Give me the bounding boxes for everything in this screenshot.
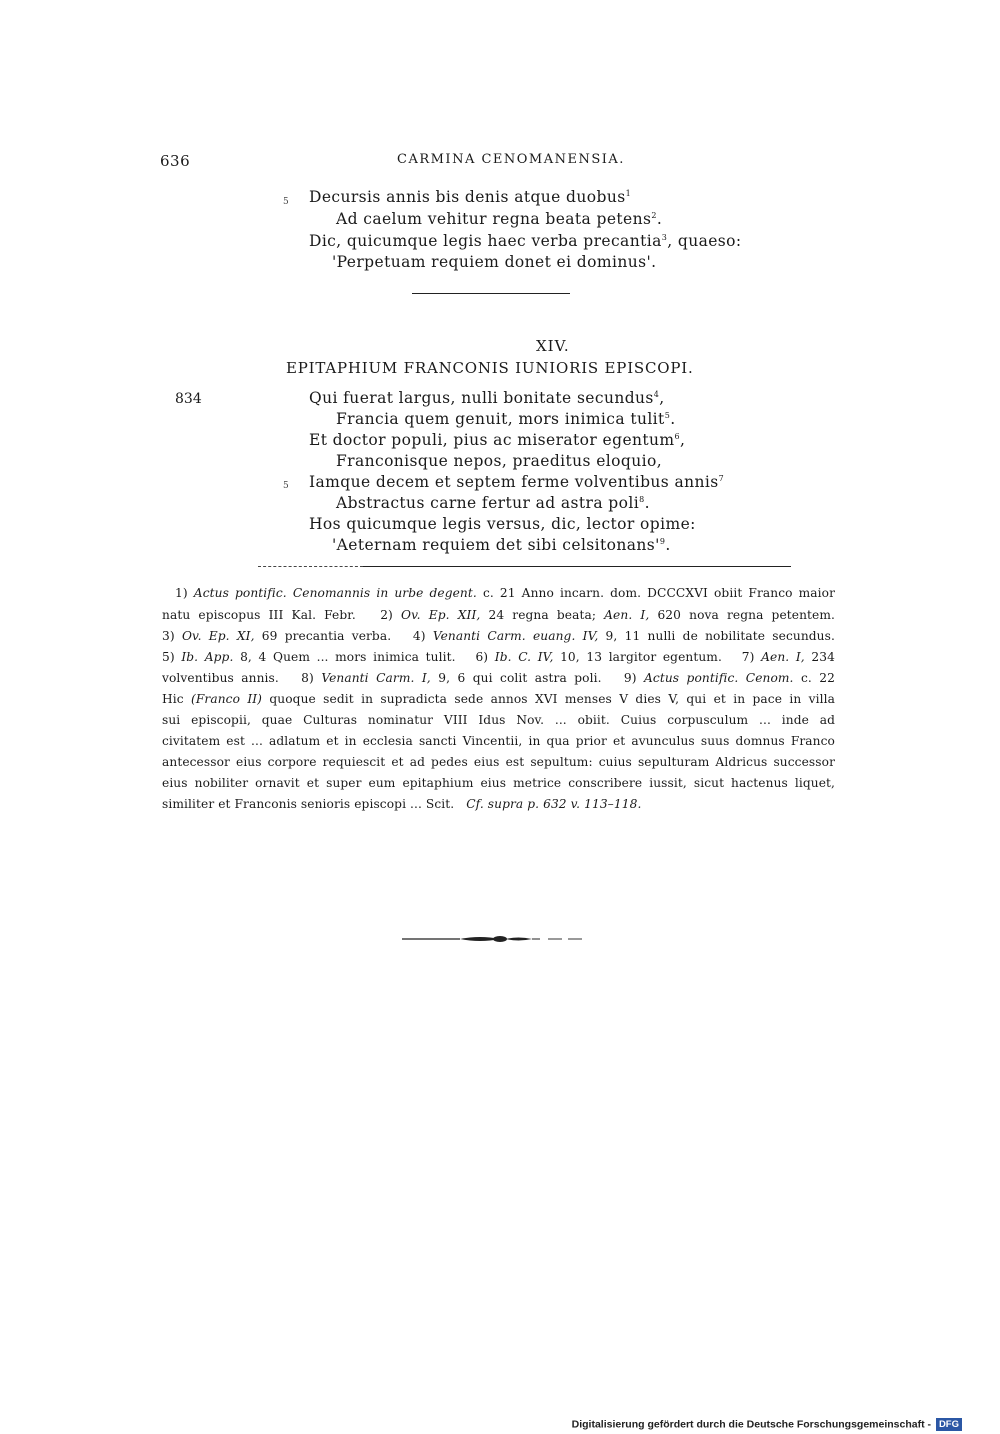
page-number: 636 <box>160 152 191 170</box>
margin-year: 834 <box>175 391 202 407</box>
footnote-separator <box>363 566 791 567</box>
verse-line: Francia quem genuit, mors inimica tulit$^5$. <box>336 410 676 428</box>
footnote-line: similiter et Franconis senioris episcopi ... Scit. Cf. supra p. 632 v. 113–118. <box>162 797 642 811</box>
verse-line: Franconisque nepos, praeditus eloquio, <box>336 452 663 470</box>
verse-line: Decursis annis bis denis atque duobus$^1$ <box>309 188 632 206</box>
verse-line: Abstractus carne fertur ad astra poli$^8$. <box>336 494 650 512</box>
footnote-line: 1) Actus pontific. Cenomannis in urbe degent. c. 21 Anno incarn. dom. DCCCXVI obiit Franco maior <box>175 586 835 600</box>
verse-line: Hos quicumque legis versus, dic, lector opime: <box>309 515 696 533</box>
verse-line: Dic, quicumque legis haec verba precantia$^3$, quaeso: <box>309 232 742 250</box>
footnote-line: volventibus annis. 8) Venanti Carm. I, 9, 6 qui colit astra poli. 9) Actus pontific. Cenom. c. 22 <box>162 671 835 685</box>
footnote-line: antecessor eius corpore requiescit et ad pedes eius est sepultum: cuius sepulturam Aldricus successor <box>162 755 835 769</box>
section-divider <box>412 293 570 294</box>
end-ornament-icon <box>400 932 586 946</box>
verse-line: Iamque decem et septem ferme volventibus annis$^7$ <box>309 473 725 491</box>
digitization-credit: Digitalisierung gefördert durch die Deutsche Forschungsgemeinschaft - DFG <box>572 1418 962 1431</box>
verse-line: 'Aeternam requiem det sibi $celsitonans'^9$. <box>332 536 671 554</box>
footnote-line: natu episcopus III Kal. Febr. 2) Ov. Ep. XII, 24 regna beata; Aen. I, 620 nova regna petentem. <box>162 608 835 622</box>
verse-line: Qui fuerat largus, nulli bonitate secundus$^4$, <box>309 389 665 407</box>
poem-title: EPITAPHIUM FRANCONIS IUNIORIS EPISCOPI. <box>286 359 694 377</box>
verse-line-number: 5 <box>283 481 289 491</box>
footnote-separator <box>258 566 363 567</box>
footnote-line: sui episcopii, quae Culturas nominatur VIII Idus Nov. ... obiit. Cuius corpusculum ... inde ad <box>162 713 835 727</box>
footnote-line: Hic (Franco II) quoque sedit in supradicta sede annos XVI menses V dies V, qui et in pace in villa <box>162 692 835 706</box>
footnote-line: eius nobiliter ornavit et super eum epitaphium eius metrice conscribere iussit, sicut hactenus liquet, <box>162 776 835 790</box>
verse-line-number: 5 <box>283 197 289 207</box>
running-head: CARMINA CENOMANENSIA. <box>397 152 625 167</box>
verse-line: Ad caelum vehitur regna beata petens$^2$. <box>336 210 663 228</box>
poem-numeral: XIV. <box>536 337 570 355</box>
verse-line: Et doctor populi, pius ac miserator egentum$^6$, <box>309 431 686 449</box>
verse-line: 'Perpetuam requiem donet ei dominus'. <box>332 253 657 271</box>
footnote-line: civitatem est ... adlatum et in ecclesia sancti Vincentii, in qua prior et avunculus suus domnus Franco <box>162 734 835 748</box>
dfg-logo: DFG <box>936 1418 962 1431</box>
footnote-line: 5) Ib. App. 8, 4 Quem ... mors inimica tulit. 6) Ib. C. IV, 10, 13 largitor egentum. 7) Aen. I, 234 <box>162 650 835 664</box>
footnote-line: 3) Ov. Ep. XI, 69 precantia verba. 4) Venanti Carm. euang. IV, 9, 11 nulli de nobilitate secundus. <box>162 629 835 643</box>
